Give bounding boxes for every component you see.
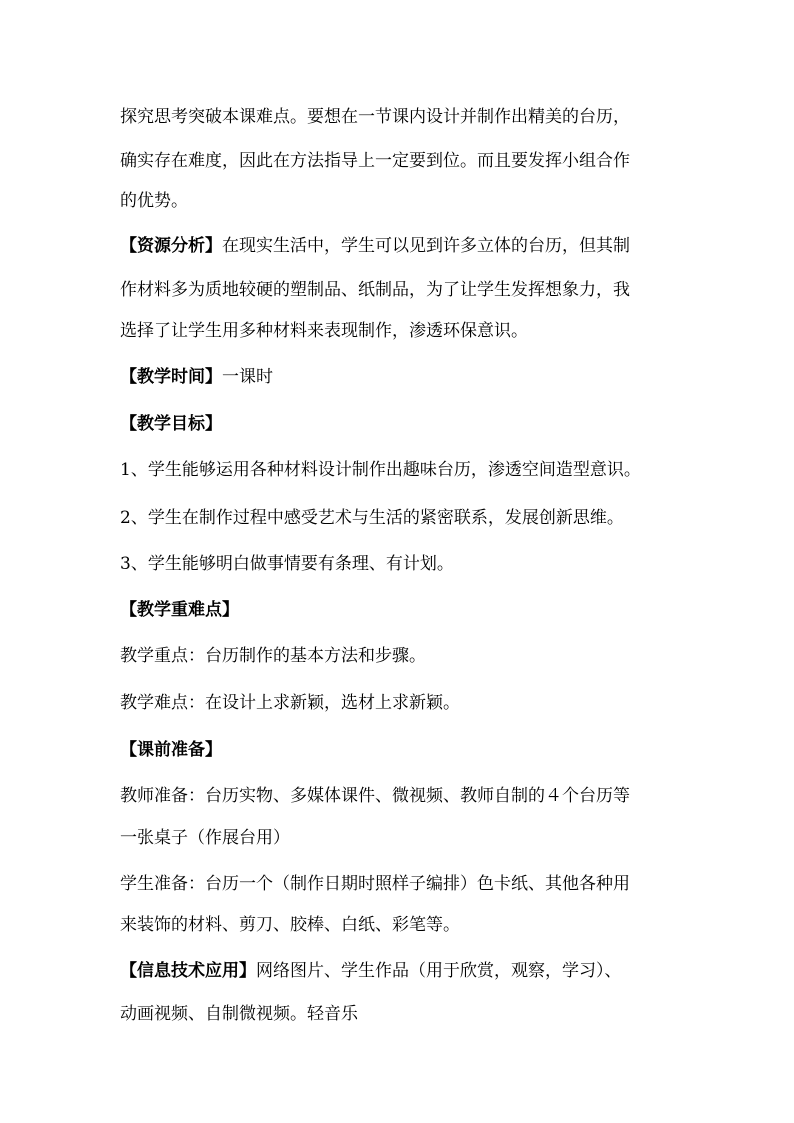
text-span: 网络图片、学生作品（用于欣赏，观察，学习）、: [256, 961, 622, 981]
text-line: 来装饰的材料、剪刀、胶棒、白纸、彩笔等。: [120, 915, 460, 935]
goal-item: 1、学生能够运用各种材料设计制作出趣味台历，渗透空间造型意识。: [120, 460, 641, 480]
text-line: 教学重点：台历制作的基本方法和步骤。: [120, 646, 426, 666]
section-heading-teaching-goals: 【教学目标】: [120, 414, 222, 434]
text-line: 作材料多为质地较硬的塑制品、纸制品，为了让学生发挥想象力，我: [120, 280, 630, 300]
goal-item: 3、学生能够明白做事情要有条理、有计划。: [120, 554, 454, 574]
section-heading-preparation: 【课前准备】: [120, 740, 222, 760]
text-line: 探究思考突破本课难点。要想在一节课内设计并制作出精美的台历，: [120, 107, 630, 127]
text-line: 教师准备：台历实物、多媒体课件、微视频、教师自制的４个台历等: [120, 786, 630, 806]
text-line: [120, 960, 690, 982]
text-line: 选择了让学生用多种材料来表现制作，渗透环保意识。: [120, 321, 528, 341]
section-heading-it-application: 【信息技术应用】: [120, 961, 256, 981]
text-line: 动画视频、自制微视频。轻音乐: [120, 1004, 358, 1024]
text-line: [120, 366, 690, 388]
text-line: 一张桌子（作展台用）: [120, 828, 290, 848]
text-line: [120, 235, 690, 257]
text-span: 在现实生活中，学生可以见到许多立体的台历，但其制: [222, 236, 630, 256]
section-heading-key-points: 【教学重难点】: [120, 600, 239, 620]
text-span: 一课时: [222, 367, 273, 387]
section-heading-resource-analysis: 【资源分析】: [120, 236, 222, 256]
text-line: 的优势。: [120, 191, 188, 211]
goal-item: 2、学生在制作过程中感受艺术与生活的紧密联系，发展创新思维。: [120, 508, 624, 528]
text-line: 学生准备：台历一个（制作日期时照样子编排）色卡纸、其他各种用: [120, 874, 630, 894]
section-heading-teaching-time: 【教学时间】: [120, 367, 222, 387]
text-line: 教学难点：在设计上求新颖，选材上求新颖。: [120, 693, 460, 713]
text-line: 确实存在难度，因此在方法指导上一定要到位。而且要发挥小组合作: [120, 151, 630, 171]
